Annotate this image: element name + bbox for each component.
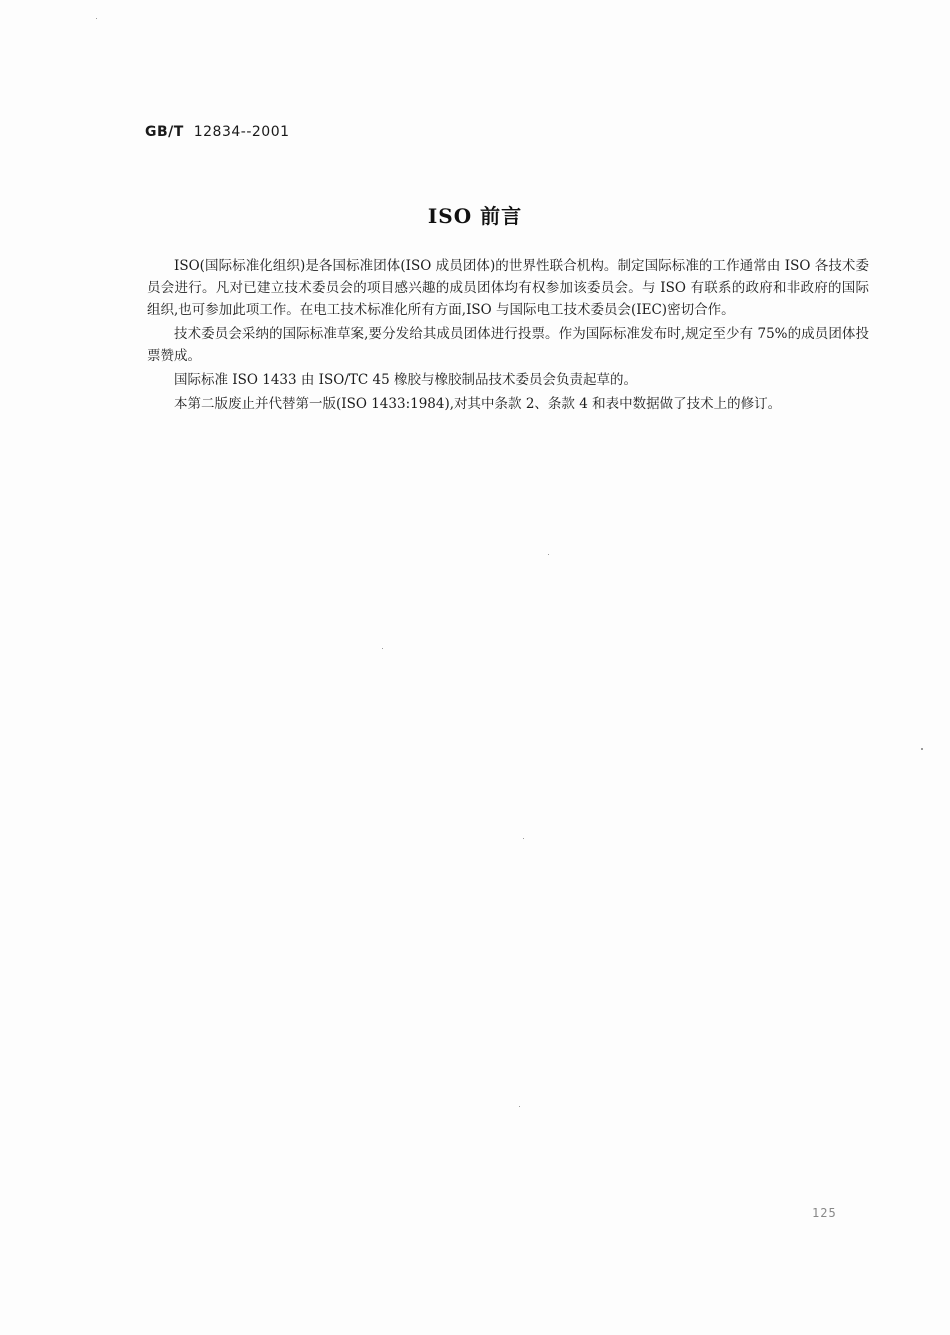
standard-code — [145, 124, 290, 140]
standard-prefix: GB/T — [145, 124, 184, 140]
scan-speck — [523, 838, 524, 839]
paragraph-drafting: 国际标准 ISO 1433 由 ISO/TC 45 橡胶与橡胶制品技术委员会负责起草的。 — [174, 372, 637, 388]
standard-number: 12834--2001 — [193, 124, 290, 140]
page-title: ISO 前言 — [427, 204, 523, 228]
paragraph-revision: 本第二版废止并代替第一版(ISO 1433:1984),对其中条款 2、条款 4 和表中数据做了技术上的修订。 — [174, 396, 782, 412]
paragraph-voting: 技术委员会采纳的国际标准草案,要分发给其成员团体进行投票。作为国际标准发布时,规定至少有 75%的成员团体投票赞成。 — [147, 326, 869, 364]
scan-speck — [382, 648, 383, 649]
foreword-body — [147, 255, 869, 417]
page-number: 125 — [812, 1206, 837, 1220]
scan-speck — [96, 18, 97, 19]
scan-speck — [921, 748, 923, 750]
paragraph-iso-intro: ISO(国际标准化组织)是各国标准团体(ISO 成员团体)的世界性联合机构。制定国际标准的工作通常由 ISO 各技术委员会进行。凡对已建立技术委员会的项目感兴趣的成员团体均有权参加该委员会。与 ISO 有联系的政府和非政府的国际组织,也可参加此项工作。在电工技术标准化所有方面,ISO 与国际电工技术委员会(IEC)密切合作。 — [147, 258, 869, 318]
scan-speck — [548, 554, 549, 555]
scan-speck — [519, 1106, 520, 1107]
